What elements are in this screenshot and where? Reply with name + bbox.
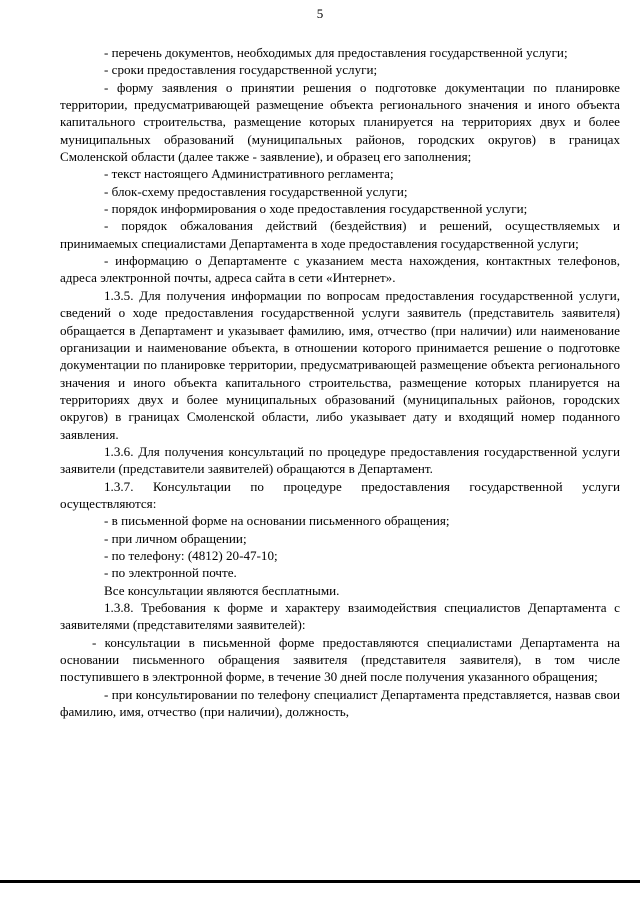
paragraph: - порядок обжалования действий (бездействия) и решений, осуществляемых и принимаемых специалистами Департамента в ходе предоставления государственной услуги; bbox=[60, 218, 620, 251]
paragraph: 1.3.6. Для получения консультаций по процедуре предоставления государственной услуги заявители (представители заявителей) обращаются в Департамент. bbox=[60, 443, 620, 477]
paragraph: - перечень документов, необходимых для предоставления государственной услуги; bbox=[104, 45, 568, 60]
paragraph: - при личном обращении; bbox=[104, 530, 247, 546]
paragraph: - в письменной форме на основании письменного обращения; bbox=[104, 513, 450, 529]
page-number: 5 bbox=[316, 6, 324, 21]
paragraph: - порядок информирования о ходе предоставления государственной услуги; bbox=[104, 201, 528, 217]
paragraph: - сроки предоставления государственной услуги; bbox=[104, 62, 378, 78]
paragraph: - форму заявления о принятии решения о подготовке документации по планировке территории, предусматривающей размещение объекта регионального значения и иного объекта капитального строительства, размещение которых планируется на территориях двух и более муниципальных образований (муниципальных районов, городских округов) в границах Смоленской области (далее также - заявление), и образец его заполнения; bbox=[60, 79, 620, 165]
paragraph: 1.3.5. Для получения информации по вопросам предоставления государственной услуги, сведений о ходе предоставления государственной услуги заявитель (представитель заявителя) обращается в Департамент и указывает фамилию, имя, отчество (при наличии) или наименование организации и наименование объекта, в отношении которого принимается решение о подготовке документации по планировке территории, предусматривающей размещение объекта регионального значения и иного объекта капитального строительства, размещение которых планируется на территориях двух и более муниципальных образований (муниципальных районов, городских округов) в границах Смоленской области, либо указывает дату и входящий номер поданного заявления. bbox=[60, 287, 620, 442]
bottom-rule bbox=[0, 880, 640, 883]
paragraph: Все консультации являются бесплатными. bbox=[104, 582, 340, 598]
paragraph: - информацию о Департаменте с указанием места нахождения, контактных телефонов, адреса электронной почты, адреса сайта в сети «Интернет». bbox=[60, 253, 620, 286]
paragraph: - консультации в письменной форме предоставляются специалистами Департамента на основании письменного обращения заявителя (представителя заявителя), в том числе поступившего в электронной форме, в течение 30 дней после получения указанного обращения; bbox=[60, 634, 620, 685]
paragraph: 1.3.7. Консультации по процедуре предоставления государственной услуги осуществляются: bbox=[60, 478, 620, 511]
paragraph: - текст настоящего Административного регламента; bbox=[104, 166, 394, 182]
document-body bbox=[60, 44, 620, 720]
paragraph: - блок-схему предоставления государственной услуги; bbox=[104, 183, 408, 199]
paragraph: - по телефону: (4812) 20-47-10; bbox=[104, 547, 278, 563]
paragraph: - по электронной почте. bbox=[104, 565, 237, 581]
paragraph: - при консультировании по телефону специалист Департамента представляется, назвав свои фамилию, имя, отчество (при наличии), должность, bbox=[60, 686, 620, 720]
paragraph: 1.3.8. Требования к форме и характеру взаимодействия специалистов Департамента с заявителями (представителями заявителей): bbox=[60, 600, 620, 633]
